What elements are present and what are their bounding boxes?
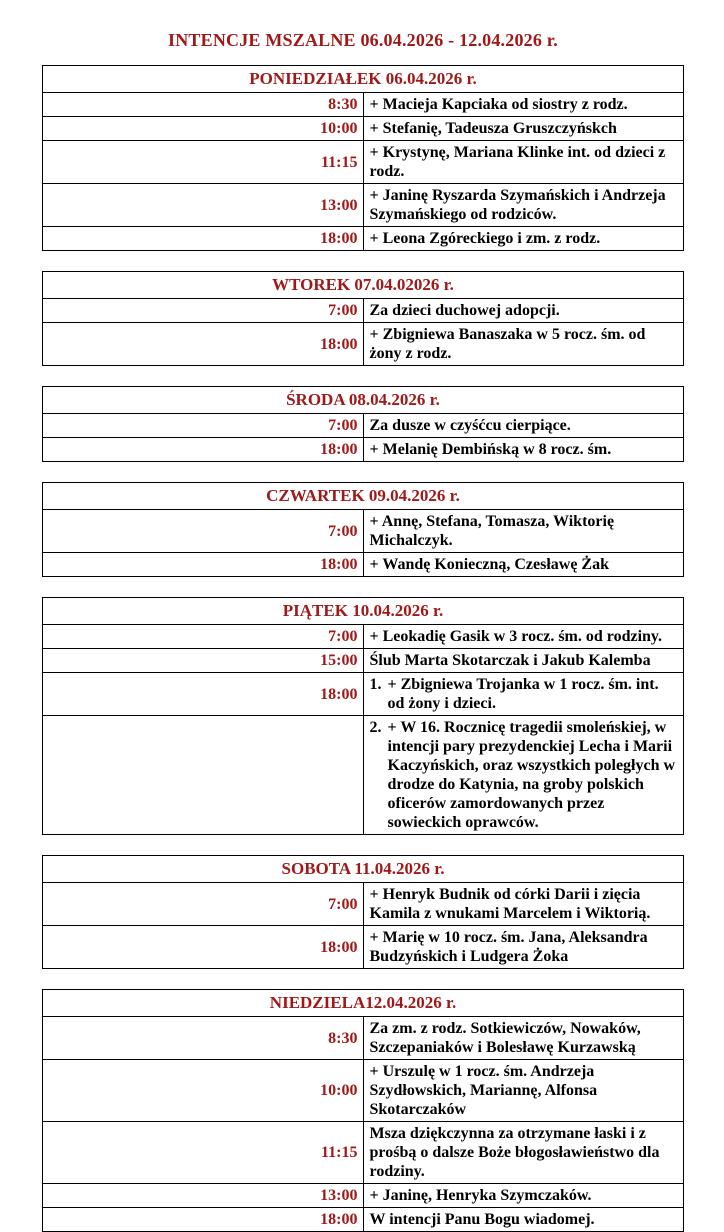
schedule-row [43, 510, 684, 553]
intention-cell: + Janinę, Henryka Szymczaków. [363, 1184, 684, 1208]
schedule-row [43, 1060, 684, 1122]
schedule-row [43, 1208, 684, 1232]
intention-cell: + Macieja Kapciaka od siostry z rodz. [363, 93, 684, 117]
time-cell: 18:00 [43, 673, 364, 716]
day-table-wtorek [42, 271, 684, 366]
time-cell: 8:30 [43, 1017, 364, 1060]
intention-text: + W 16. Rocznicę tragedii smoleńskiej, w intencji pary prezydenckiej Lecha i Marii Kaczyńskich, oraz wszystkich poległych w drodze do Katynia, na groby polskich oficerów zamordowanych przez sowieckich oprawców. [387, 719, 676, 831]
intention-cell [363, 673, 684, 716]
schedule-row [43, 227, 684, 251]
time-cell: 18:00 [43, 553, 364, 577]
day-header: WTOREK 07.04.02026 r. [43, 272, 684, 299]
intention-cell: Za dusze w czyśćcu cierpiące. [363, 414, 684, 438]
time-cell: 7:00 [43, 883, 364, 926]
schedule-row [43, 625, 684, 649]
intention-cell: + Janinę Ryszarda Szymańskich i Andrzeja Szymańskiego od rodziców. [363, 184, 684, 227]
schedule-row [43, 883, 684, 926]
schedule-row [43, 414, 684, 438]
day-header: PONIEDZIAŁEK 06.04.2026 r. [43, 66, 684, 93]
day-header: NIEDZIELA12.04.2026 r. [43, 990, 684, 1017]
day-table-sroda [42, 386, 684, 462]
schedule-row [43, 323, 684, 366]
intention-cell: + Wandę Konieczną, Czesławę Żak [363, 553, 684, 577]
day-table-poniedzialek [42, 65, 684, 251]
time-cell: 7:00 [43, 299, 364, 323]
time-cell [43, 716, 364, 835]
intention-cell: + Leokadię Gasik w 3 rocz. śm. od rodziny. [363, 625, 684, 649]
schedule-row [43, 93, 684, 117]
time-cell: 7:00 [43, 414, 364, 438]
schedule-row [43, 438, 684, 462]
intention-cell: W intencji Panu Bogu wiadomej. [363, 1208, 684, 1232]
schedule-row [43, 1122, 684, 1184]
schedule-row [43, 299, 684, 323]
schedule-row [43, 184, 684, 227]
time-cell: 11:15 [43, 141, 364, 184]
intention-cell: + Henryk Budnik od córki Darii i zięcia Kamila z wnukami Marcelem i Wiktorią. [363, 883, 684, 926]
day-header: SOBOTA 11.04.2026 r. [43, 856, 684, 883]
day-header: ŚRODA 08.04.2026 r. [43, 387, 684, 414]
intention-cell: + Stefanię, Tadeusza Gruszczyńskch [363, 117, 684, 141]
time-cell: 18:00 [43, 926, 364, 969]
day-table-piatek [42, 597, 684, 835]
page-title: INTENCJE MSZALNE 06.04.2026 - 12.04.2026 r. [168, 30, 558, 50]
time-cell: 10:00 [43, 117, 364, 141]
intention-text: + Zbigniewa Trojanka w 1 rocz. śm. int. od żony i dzieci. [387, 676, 659, 712]
time-cell: 18:00 [43, 227, 364, 251]
intention-cell: + Urszulę w 1 rocz. śm. Andrzeja Szydłowskich, Mariannę, Alfonsa Skotarczaków [363, 1060, 684, 1122]
time-cell: 18:00 [43, 323, 364, 366]
intention-cell [363, 716, 684, 835]
schedule-row [43, 553, 684, 577]
intention-cell: Ślub Marta Skotarczak i Jakub Kalemba [363, 649, 684, 673]
day-header: CZWARTEK 09.04.2026 r. [43, 483, 684, 510]
day-table-sobota [42, 855, 684, 969]
intention-cell: Za zm. z rodz. Sotkiewiczów, Nowaków, Szczepaniaków i Bolesławę Kurzawską [363, 1017, 684, 1060]
day-table-niedziela [42, 989, 684, 1232]
time-cell: 13:00 [43, 184, 364, 227]
time-cell: 10:00 [43, 1060, 364, 1122]
time-cell: 15:00 [43, 649, 364, 673]
time-cell: 7:00 [43, 510, 364, 553]
schedule-row [43, 926, 684, 969]
day-table-czwartek [42, 482, 684, 577]
intention-cell: + Zbigniewa Banaszaka w 5 rocz. śm. od żony z rodz. [363, 323, 684, 366]
intention-cell: Msza dziękczynna za otrzymane łaski i z prośbą o dalsze Boże błogosławieństwo dla rodziny. [363, 1122, 684, 1184]
schedule-row [43, 649, 684, 673]
list-marker: 2. [369, 719, 382, 736]
time-cell: 7:00 [43, 625, 364, 649]
intention-cell: + Melanię Dembińską w 8 rocz. śm. [363, 438, 684, 462]
time-cell: 18:00 [43, 438, 364, 462]
schedule-row [43, 117, 684, 141]
time-cell: 18:00 [43, 1208, 364, 1232]
time-cell: 8:30 [43, 93, 364, 117]
intention-cell: + Krystynę, Mariana Klinke int. od dzieci z rodz. [363, 141, 684, 184]
day-header: PIĄTEK 10.04.2026 r. [43, 598, 684, 625]
schedule-row [43, 1017, 684, 1060]
list-marker: 1. [369, 676, 382, 693]
schedule-row [43, 1184, 684, 1208]
time-cell: 13:00 [43, 1184, 364, 1208]
intention-cell: + Marię w 10 rocz. śm. Jana, Aleksandra Budzyńskich i Ludgera Żoka [363, 926, 684, 969]
intention-cell: Za dzieci duchowej adopcji. [363, 299, 684, 323]
schedule-row [43, 673, 684, 716]
schedule-row [43, 141, 684, 184]
intention-cell: + Annę, Stefana, Tomasza, Wiktorię Michalczyk. [363, 510, 684, 553]
intention-cell: + Leona Zgóreckiego i zm. z rodz. [363, 227, 684, 251]
time-cell: 11:15 [43, 1122, 364, 1184]
schedule-row [43, 716, 684, 835]
